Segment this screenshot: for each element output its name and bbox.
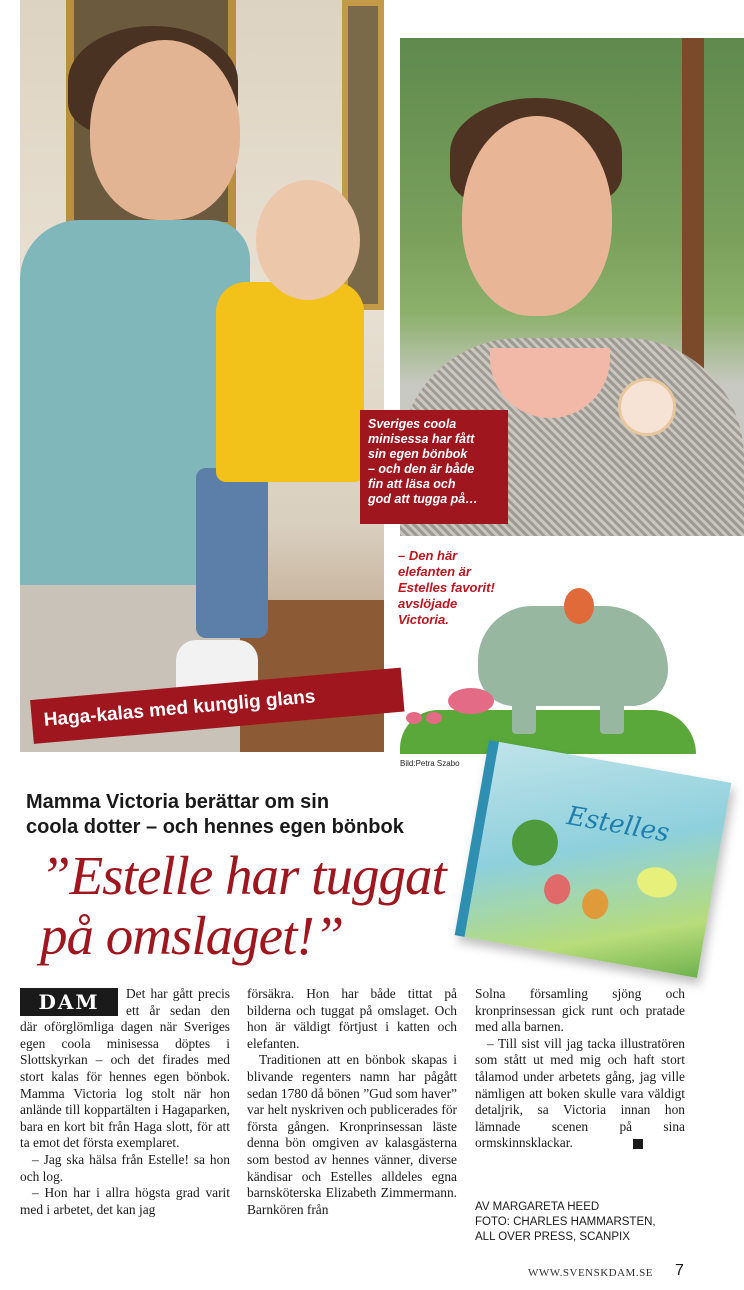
baby-yellow-shirt xyxy=(216,282,364,482)
byline-line: AV MARGARETA HEED xyxy=(475,1201,600,1213)
illustration-caption-line: Victoria. xyxy=(398,612,449,627)
baby-face xyxy=(256,180,360,300)
photo-credit: Bild:Petra Szabo xyxy=(400,759,460,768)
baby-jeans xyxy=(196,468,268,638)
illustration-caption-line: elefanten är xyxy=(398,564,471,579)
paragraph xyxy=(475,1036,685,1152)
portrait-face xyxy=(462,116,612,316)
piglet-figure xyxy=(406,712,422,724)
article-kicker xyxy=(26,790,496,840)
book-flower xyxy=(635,864,680,900)
caption-line: Sveriges coola xyxy=(368,417,457,431)
caption-line: god att tugga på… xyxy=(368,492,478,506)
paragraph: försäkra. Hon har både tittat på bilderna och tuggat på omslaget. Och hon är väldigt förtjust i katten och elefanten. xyxy=(247,986,457,1051)
article-column-3 xyxy=(475,986,685,1152)
illustration-caption-line: avslöjade xyxy=(398,596,458,611)
paragraph: – Jag ska hälsa från Estelle! sa hon och log. xyxy=(20,1151,230,1184)
book-cover xyxy=(455,740,732,978)
paragraph-text: – Till sist vill jag tacka illustratören som stått ut med mig och haft stort tålamod under arbetets gång, jag ville nämligen att boken skulle vara väldigt detaljrik, sa Victoria innan hon lämnade scenen på sina ormskinnsklackar. xyxy=(475,1035,685,1151)
caption-line: – och den är både xyxy=(368,462,475,476)
caption-line: minisessa har fått xyxy=(368,432,475,446)
illustration-caption xyxy=(398,548,528,628)
caption-line: fin att läsa och xyxy=(368,477,456,491)
end-mark-icon xyxy=(633,1139,643,1149)
book-child xyxy=(580,887,611,921)
paragraph: Solna församling sjöng och kronprinsessan gick runt och pratade med alla barnen. xyxy=(475,986,685,1035)
byline xyxy=(475,1200,656,1245)
kicker-line: coola dotter – och hennes egen bönbok xyxy=(26,816,404,838)
flower-brooch xyxy=(618,378,676,436)
article-headline xyxy=(40,846,460,966)
kicker-line: Mamma Victoria berättar om sin xyxy=(26,791,330,813)
byline-line: ALL OVER PRESS, SCANPIX xyxy=(475,1231,630,1243)
byline-line: FOTO: CHARLES HAMMARSTEN, xyxy=(475,1216,656,1228)
photo-caption-box xyxy=(360,410,508,524)
headline-line: på omslaget!” xyxy=(40,905,344,966)
pig-figure xyxy=(448,688,494,714)
dam-logo: DAM xyxy=(20,988,118,1016)
green-hill xyxy=(400,710,696,754)
paragraph: Traditionen att en bönbok skapas i blivande regenters namn har pågått sedan 1780 då bönen ”Gud som haver” var helt nyskriven och publicerades för första gången. Kronprinsessan läste denna bön omgiven av kalasgästerna som bestod av hennes vänner, diverse kändisar och Estelles alldeles egna barnsköterska Elizabeth Zimmermann. Barnkören från xyxy=(247,1052,457,1217)
book-child xyxy=(542,872,573,906)
page-number: 7 xyxy=(675,1262,684,1279)
children-riding xyxy=(564,588,594,624)
woman-face xyxy=(90,40,240,220)
section-banner: Haga-kalas med kunglig glans xyxy=(30,668,404,744)
paragraph: Det har gått precis ett år sedan den där oförglömliga dagen när Sveriges egen coola minisessa döptes i Slottskyrkan – och det firades med stort kalas för hennes egen bönbok. Mamma Victoria log stolt när hon anlände till koppartälten i Hagaparken, bara en kort bit från Haga slott, för att ta emot det första exemplaret. xyxy=(20,986,230,1151)
illustration-caption-line: – Den här xyxy=(398,548,458,563)
photo-victoria-with-baby xyxy=(20,0,384,752)
headline-line: ”Estelle har tuggat xyxy=(40,845,446,906)
caption-line: sin egen bönbok xyxy=(368,447,468,461)
footer-url[interactable]: WWW.SVENSKDAM.SE xyxy=(528,1267,653,1279)
book-title: Estelles xyxy=(564,801,672,849)
article-column-2 xyxy=(247,986,457,1218)
paragraph: – Hon har i allra högsta grad varit med i arbetet, det kan jag xyxy=(20,1185,230,1217)
piglet-figure xyxy=(426,712,442,724)
illustration-caption-line: Estelles favorit! xyxy=(398,580,495,595)
book-tree xyxy=(508,816,561,869)
article-column-1 xyxy=(20,986,230,1218)
